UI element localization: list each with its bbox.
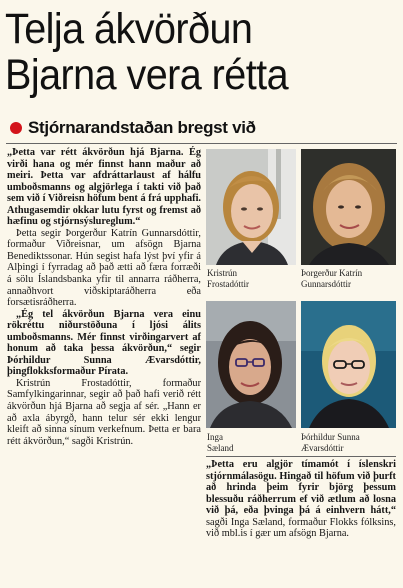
kicker-text: Stjórnarandstaðan bregst við xyxy=(28,118,256,137)
red-bullet-icon xyxy=(10,122,22,134)
kicker xyxy=(10,118,256,138)
headline-line-1: Telja ákvörðun xyxy=(5,5,253,53)
caption-line: Gunnarsdóttir xyxy=(301,278,351,289)
paragraph: Þetta segir Þorgerður Katrín Gunnarsdóttir, formaður Viðreisnar, um afsögn Bjarna Benediktssonar. Hún segist hafa lýst því yfir á Alþingi í fyrradag að það ætti að færa forræði á sölu Íslandsbanka yfir til annarra ráðherra, annaðhvort viðskiptaráðherra eða forsætisráðherra. xyxy=(7,227,201,309)
caption-line: Þorgerður Katrín xyxy=(301,268,363,278)
quote-paragraph xyxy=(206,459,396,540)
caption-line: Sæland xyxy=(207,442,234,453)
headline-line-2: Bjarna vera rétta xyxy=(5,51,289,99)
divider xyxy=(6,143,397,144)
portrait-kristrun-image xyxy=(206,149,296,265)
caption-inga xyxy=(207,432,299,453)
portrait-photo-thorhildur xyxy=(301,301,396,428)
caption-line: Kristrún xyxy=(207,268,237,278)
portrait-inga-image xyxy=(206,301,296,428)
portrait-photo-inga xyxy=(206,301,296,428)
article-body xyxy=(7,147,201,447)
caption-thorgerdur xyxy=(301,268,397,289)
portrait-photo-thorgerdur xyxy=(301,149,396,265)
inga-quote xyxy=(206,459,396,540)
caption-line: Ævarsdóttir xyxy=(301,442,344,453)
lead-quote: „Þetta var rétt ákvörðun hjá Bjarna. Ég virði hana og mér finnst hann maður að meiri. Þetta var afdráttarlaust af hálfu umboðsmanns og algjörlega í takti við það sem við í Viðreisn höfum bent á frá upphafi. Athugasemdir okkar lutu fyrst og fremst að hæfinu og stjórnsýslureglum.“ xyxy=(7,147,201,228)
caption-thorhildur xyxy=(301,432,397,453)
portrait-thorgerdur-image xyxy=(301,149,396,265)
quote-attribution: sagði Inga Sæland, formaður Flokks fólksins, við mbl.is í gær um afsögn Bjarna. xyxy=(206,516,396,540)
caption-line: Inga xyxy=(207,432,223,442)
portrait-thorhildur-image xyxy=(301,301,396,428)
headline xyxy=(5,6,371,98)
quote-bold-text: „Þetta eru algjör tímamót í íslenskri stjórnmálasögu. Hingað til höfum við þurft að hrinda þeim fyrir björg þessum blessuðu ráðherrum ef við ætlum að losna við þá, eða þvinga þá á einhvern hátt,“ xyxy=(206,459,396,517)
caption-line: Frostadóttir xyxy=(207,278,249,289)
portrait-photo-kristrun xyxy=(206,149,296,265)
caption-kristrun xyxy=(207,268,299,289)
pirate-quote: „Ég tel ákvörðun Bjarna vera einu rökréttu niðurstöðuna í ljósi álits umboðsmanns. Mér finnst virðingarvert af honum að taka þessa ákvörðun,“ segir Þórhildur Sunna Ævarsdóttir, þingflokksformaður Pírata. xyxy=(7,308,201,378)
paragraph: Kristrún Frostadóttir, formaður Samfylkingarinnar, segir að það hafi verið rétt ákvörðun hjá Bjarna að segja af sér. „Hann er að axla ábyrgð, hann telur sér ekki lengur kleift að sinna sínum verkefnum. Þetta er bara rétt ákvörðun,“ sagði Kristrún. xyxy=(7,377,201,447)
caption-line: Þórhildur Sunna xyxy=(301,432,360,442)
divider xyxy=(206,456,396,457)
